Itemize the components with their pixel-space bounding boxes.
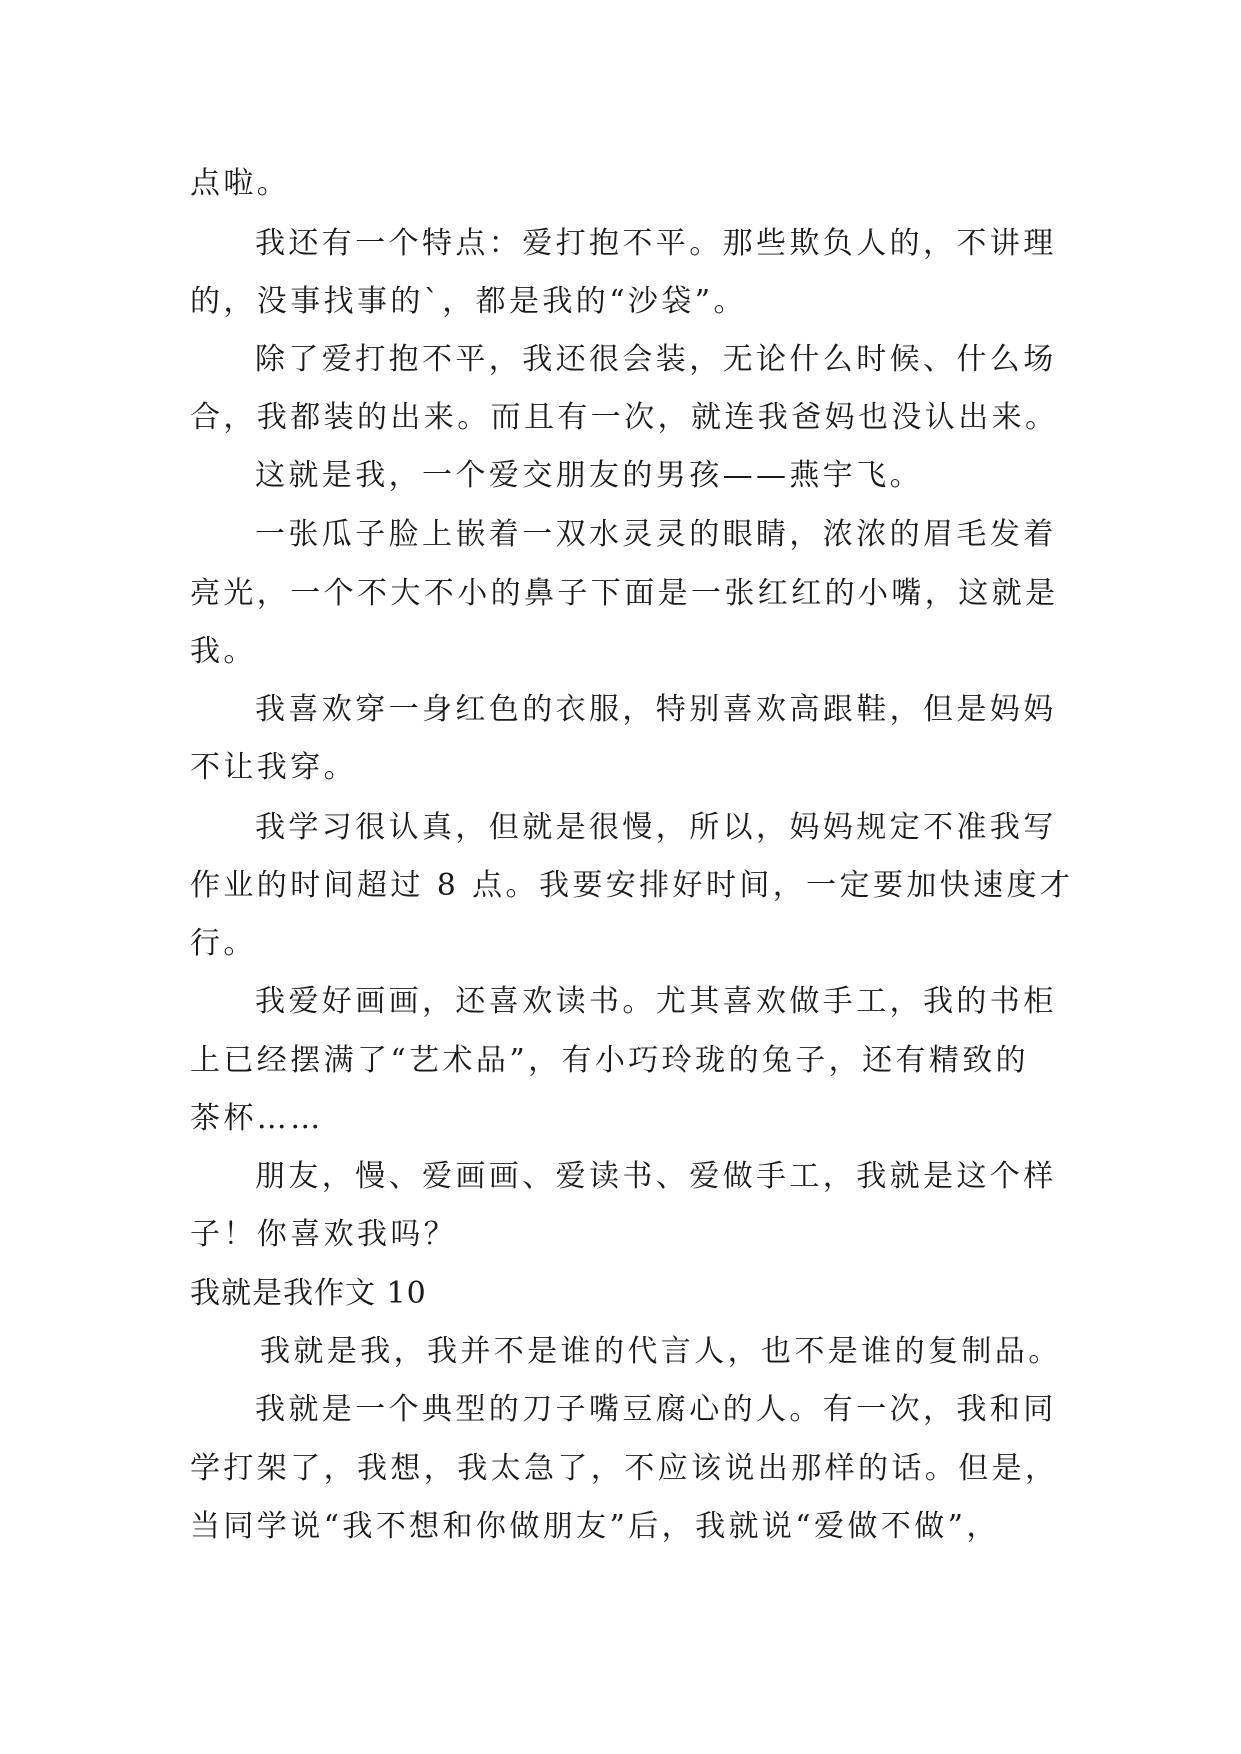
text-line: 我。 <box>190 634 257 669</box>
paragraph-start-line: 朋友，慢、爱画画、爱读书、爱做手工，我就是这个样 <box>255 1159 1057 1194</box>
text-line: 子！你喜欢我吗？ <box>190 1217 458 1252</box>
paragraph-start-line: 我喜欢穿一身红色的衣服，特别喜欢高跟鞋，但是妈妈 <box>255 692 1057 727</box>
paragraph-start-line: 我还有一个特点：爱打抱不平。那些欺负人的，不讲理 <box>255 226 1057 261</box>
paragraph-start-line: 我就是一个典型的刀子嘴豆腐心的人。有一次，我和同 <box>255 1392 1057 1427</box>
paragraph-start-line: 除了爱打抱不平，我还很会装，无论什么时候、什么场 <box>255 342 1057 377</box>
section-heading: 我就是我作文 10 <box>190 1276 427 1311</box>
paragraph-start-line: 我就是我，我并不是谁的代言人，也不是谁的复制品。 <box>260 1334 1062 1369</box>
paragraph-start-line: 一张瓜子脸上嵌着一双水灵灵的眼睛，浓浓的眉毛发着 <box>255 517 1057 552</box>
text-line: 的，没事找事的`，都是我的“沙袋”。 <box>190 284 747 319</box>
text-line: 行。 <box>190 926 257 961</box>
paragraph-start-line: 我爱好画画，还喜欢读书。尤其喜欢做手工，我的书柜 <box>255 984 1057 1019</box>
text-line: 作业的时间超过 8 点。我要安排好时间，一定要加快速度才 <box>190 868 1074 903</box>
text-line: 茶杯…… <box>190 1101 324 1136</box>
text-line: 学打架了，我想，我太急了，不应该说出那样的话。但是， <box>190 1451 1059 1486</box>
paragraph-start-line: 这就是我，一个爱交朋友的男孩——燕宇飞。 <box>255 458 923 493</box>
text-line: 不让我穿。 <box>190 750 357 785</box>
paragraph-start-line: 我学习很认真，但就是很慢，所以，妈妈规定不准我写 <box>255 810 1057 845</box>
text-line: 当同学说“我不想和你做朋友”后，我就说“爱做不做”， <box>190 1509 1000 1544</box>
text-line: 亮光，一个不大不小的鼻子下面是一张红红的小嘴，这就是 <box>190 576 1059 611</box>
text-line: 点啦。 <box>190 166 291 201</box>
text-line: 上已经摆满了“艺术品”，有小巧玲珑的兔子，还有精致的 <box>190 1043 1030 1078</box>
text-line: 合，我都装的出来。而且有一次，就连我爸妈也没认出来。 <box>190 400 1059 435</box>
